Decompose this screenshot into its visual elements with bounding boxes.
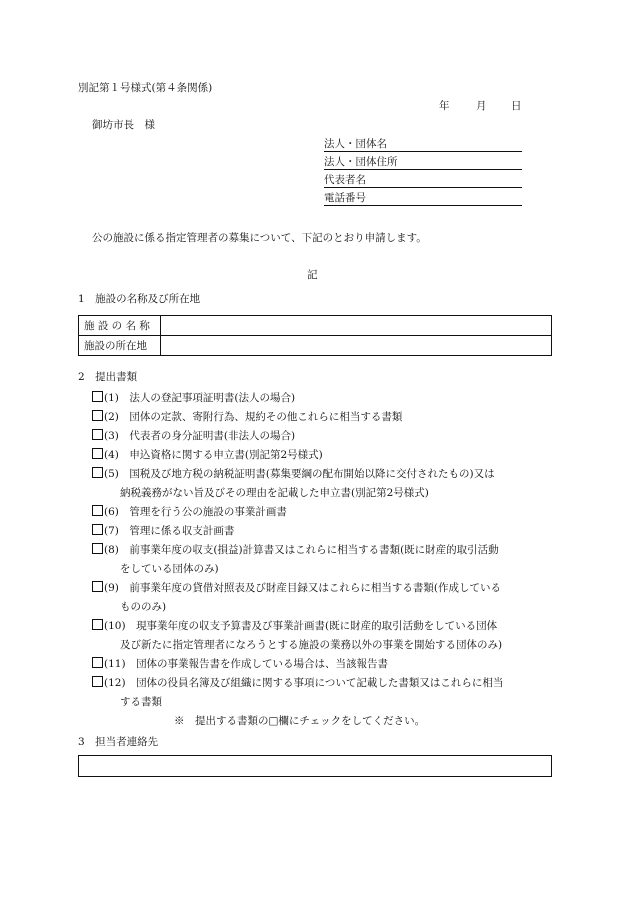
doc-num: (5) <box>104 468 119 480</box>
doc-num: (10) <box>104 620 126 632</box>
doc-num: (6) <box>104 506 119 518</box>
checkbox[interactable] <box>92 619 103 630</box>
doc-num: (9) <box>104 582 119 594</box>
doc-text: 団体の役員名簿及び組織に関する事項について記載した書類又はこれらに相当 <box>136 677 504 689</box>
doc-num: (3) <box>104 430 119 442</box>
checkbox[interactable] <box>92 657 103 668</box>
contact-input[interactable] <box>78 755 552 777</box>
doc-text: 国税及び地方税の納税証明書(募集要綱の配布開始以降に交付されたもの)又は <box>129 468 495 480</box>
facility-name-row <box>79 316 552 336</box>
doc-text: 申込資格に関する申立書(別記第2号様式) <box>129 449 323 461</box>
section3-heading: 3 担当者連絡先 <box>78 736 159 748</box>
doc-item-7 <box>92 524 234 538</box>
addressee: 御坊市長 様 <box>92 119 155 131</box>
doc-text: 団体の事業報告書を作成している場合は、当該報告書 <box>136 658 389 670</box>
representative-label: 代表者名 <box>324 174 366 186</box>
doc-num: (8) <box>104 544 119 556</box>
doc-item-5-cont: 納税義務がない旨及びその理由を記載した申立書(別記第2号様式) <box>120 487 429 499</box>
doc-item-9-cont: もののみ) <box>120 601 167 613</box>
doc-num: (11) <box>104 658 126 670</box>
checkbox[interactable] <box>92 524 103 535</box>
doc-item-10-cont: 及び新たに指定管理者になろうとする施設の業務以外の事業を開始する団体のみ) <box>120 639 503 651</box>
doc-text: 代表者の身分証明書(非法人の場合) <box>129 430 296 442</box>
doc-num: (7) <box>104 525 119 537</box>
checkbox[interactable] <box>92 391 103 402</box>
corp-address-label: 法人・団体住所 <box>324 156 398 168</box>
doc-item-12-cont: する書類 <box>120 696 162 708</box>
doc-item-4 <box>92 448 323 462</box>
checkbox[interactable] <box>92 581 103 592</box>
doc-text: 現事業年度の収支予算書及び事業計画書(既に財産的取引活動をしている団体 <box>136 620 498 632</box>
corp-address-field[interactable] <box>324 155 522 170</box>
doc-item-2 <box>92 410 402 424</box>
facility-name-input[interactable] <box>161 316 552 336</box>
doc-item-3 <box>92 429 295 443</box>
phone-label: 電話番号 <box>324 192 366 204</box>
doc-item-9 <box>92 581 501 595</box>
doc-text: 法人の登記事項証明書(法人の場合) <box>129 392 296 404</box>
section1-heading: 1 施設の名称及び所在地 <box>78 293 201 305</box>
doc-text: 前事業年度の貸借対照表及び財産目録又はこれらに相当する書類(作成している <box>129 582 501 594</box>
doc-item-11 <box>92 657 388 671</box>
checkbox[interactable] <box>92 676 103 687</box>
doc-item-6 <box>92 505 287 519</box>
doc-item-8 <box>92 543 499 557</box>
corp-name-field[interactable] <box>324 137 522 152</box>
doc-text: 団体の定款、寄附行為、規約その他これらに相当する書類 <box>129 411 403 423</box>
form-label: 別記第１号様式(第４条関係) <box>78 82 213 94</box>
date-month: 月 <box>476 100 487 112</box>
doc-item-12 <box>92 676 503 690</box>
ki-heading: 記 <box>307 269 318 281</box>
representative-field[interactable] <box>324 173 522 188</box>
checkbox[interactable] <box>92 410 103 421</box>
doc-text: 管理を行う公の施設の事業計画書 <box>129 506 287 518</box>
facility-address-input[interactable] <box>161 336 552 356</box>
checkbox[interactable] <box>92 429 103 440</box>
facility-table <box>78 315 552 356</box>
doc-num: (1) <box>104 392 119 404</box>
facility-address-label: 施設の所在地 <box>79 336 161 356</box>
facility-name-label: 施 設 の 名 称 <box>79 316 161 336</box>
intro-text: 公の施設に係る指定管理者の募集について、下記のとおり申請します。 <box>92 232 427 244</box>
doc-text: 前事業年度の収支(損益)計算書又はこれらに相当する書類(既に財産的取引活動 <box>129 544 499 556</box>
phone-field[interactable] <box>324 191 522 206</box>
corp-name-label: 法人・団体名 <box>324 138 387 150</box>
checkbox[interactable] <box>92 543 103 554</box>
date-year: 年 <box>439 100 450 112</box>
doc-num: (2) <box>104 411 119 423</box>
facility-address-row <box>79 336 552 356</box>
checkbox[interactable] <box>92 448 103 459</box>
checklist-note: ※ 提出する書類の□欄にチェックをしてください。 <box>174 715 426 727</box>
doc-text: 管理に係る収支計画書 <box>129 525 235 537</box>
section2-heading: 2 提出書類 <box>78 371 138 383</box>
checkbox[interactable] <box>92 467 103 478</box>
doc-item-8-cont: をしている団体のみ) <box>120 563 219 575</box>
doc-item-5 <box>92 467 495 481</box>
checkbox[interactable] <box>92 505 103 516</box>
date-day: 日 <box>511 100 522 112</box>
doc-num: (12) <box>104 677 126 689</box>
doc-item-10 <box>92 619 497 633</box>
doc-num: (4) <box>104 449 119 461</box>
doc-item-1 <box>92 391 295 405</box>
